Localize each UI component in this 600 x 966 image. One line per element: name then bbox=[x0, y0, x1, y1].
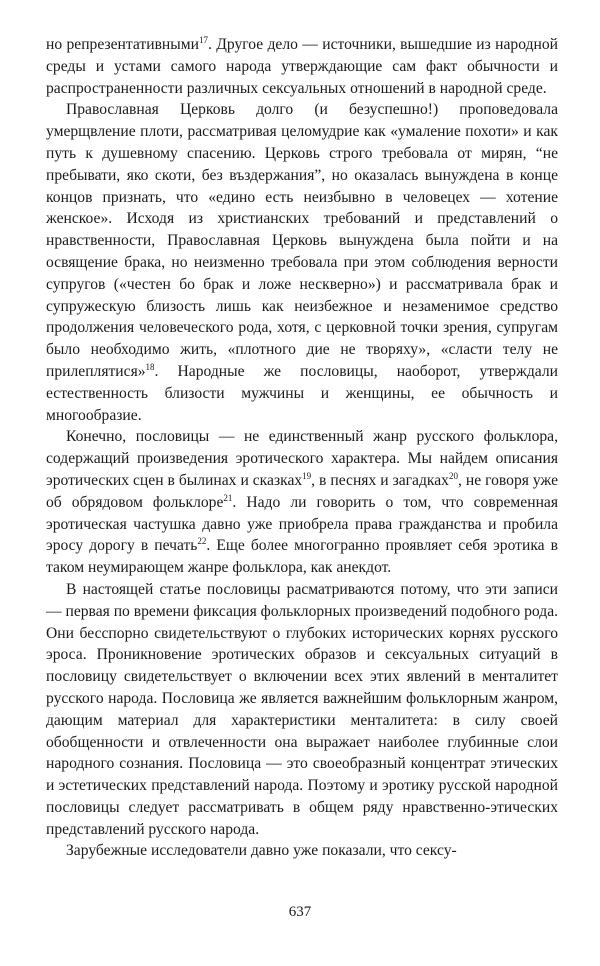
paragraph-1 bbox=[46, 34, 558, 99]
paragraph-2 bbox=[46, 99, 558, 426]
text-segment: Зарубежные исследователи давно уже показали, что сексу- bbox=[66, 842, 457, 860]
text-segment: В настоящей статье пословицы расматриваются потому, что эти записи — первая по времени фиксация фольклорных произведений подобного рода. Они бесспорно свидетельствуют о глубоких исторических корнях русского эроса. Проникновение эротических образов и сексуальных ситуаций в пословицу свидетельствует о включении всех этих явлений в менталитет русского народа. Пословица же является важнейшим фольклорным жанром, дающим материал для характеристики менталитета: в силу своей обобщенности и отвлеченности она выражает наиболее глубинные слои народного сознания. Пословица — это своеобразный концентрат этических и эстетических представлений народа. Поэтому и эротику русской народной пословицы следует рассматривать в общем ряду нравственно-этических представлений русского народа. bbox=[46, 580, 559, 838]
footnote-ref-19[interactable]: 19 bbox=[302, 470, 312, 481]
text-segment: Православная Церковь долго (и безуспешно!) проповедовала умерщвление плоти, рассматривая целомудрие как «умаление похоти» и как путь к душевному спасению. Церковь строго требовала от мирян, “не пребывати, яко скоти, без въздержания”, но оказалась вынуждена в конце концов признать, что «едино есть неизбывно в человецех — хотение женское». Исходя из христианских требований и представлений о нравственности, Православная Церковь вынуждена была пойти и на освящение брака, но неизменно требовала при этом соблюдения верности супругов («честен бо брак и ложе нескверно») и рассматривала брак и супружескую близость лишь как неизбежное и незаменимое средство продолжения человеческого рода, хотя, с церковной точки зрения, супругам было необходимо жить, «плотного дие не творяху», «сласти телу не прилеплятися» bbox=[46, 101, 558, 380]
footnote-ref-18[interactable]: 18 bbox=[145, 361, 155, 372]
text-segment: . Другое дело — источники, вышедшие из народной среды и устами самого народа утверждающие сам факт обычности и распространенности различных сексуальных отношений в народной среде. bbox=[46, 36, 558, 97]
text-segment: . Народные же пословицы, наоборот, утверждали естественность близости мужчины и женщины, ее обычность и многообразие. bbox=[46, 362, 558, 424]
page-number: 637 bbox=[288, 904, 312, 920]
text-segment: , в песнях и загадках bbox=[311, 471, 449, 489]
paragraph-3 bbox=[46, 426, 558, 579]
paragraph-5 bbox=[46, 840, 558, 862]
paragraph-4 bbox=[46, 579, 558, 841]
text-segment: , не говоря уже об обрядовом фольклоре bbox=[46, 471, 558, 511]
page-text bbox=[46, 34, 558, 862]
footnote-ref-22[interactable]: 22 bbox=[197, 536, 207, 547]
footnote-ref-21[interactable]: 21 bbox=[223, 492, 233, 503]
footnote-ref-17[interactable]: 17 bbox=[198, 34, 208, 45]
text-segment: Конечно, пословицы — не единственный жанр русского фольклора, содержащий произведения эротического характера. Мы найдем описания эротических сцен в былинах и сказках bbox=[46, 428, 558, 489]
text-segment: но репрезентативными bbox=[46, 36, 199, 53]
text-segment: . Надо ли говорить о том, что современная эротическая частушка давно уже приобрела права гражданства и пробила эросу дорогу в печать bbox=[46, 493, 559, 555]
text-segment: . Еще более многогранно проявляет себя эротика в таком неумирающем жанре фольклора, как анекдот. bbox=[46, 537, 558, 577]
footnote-ref-20[interactable]: 20 bbox=[448, 470, 458, 481]
